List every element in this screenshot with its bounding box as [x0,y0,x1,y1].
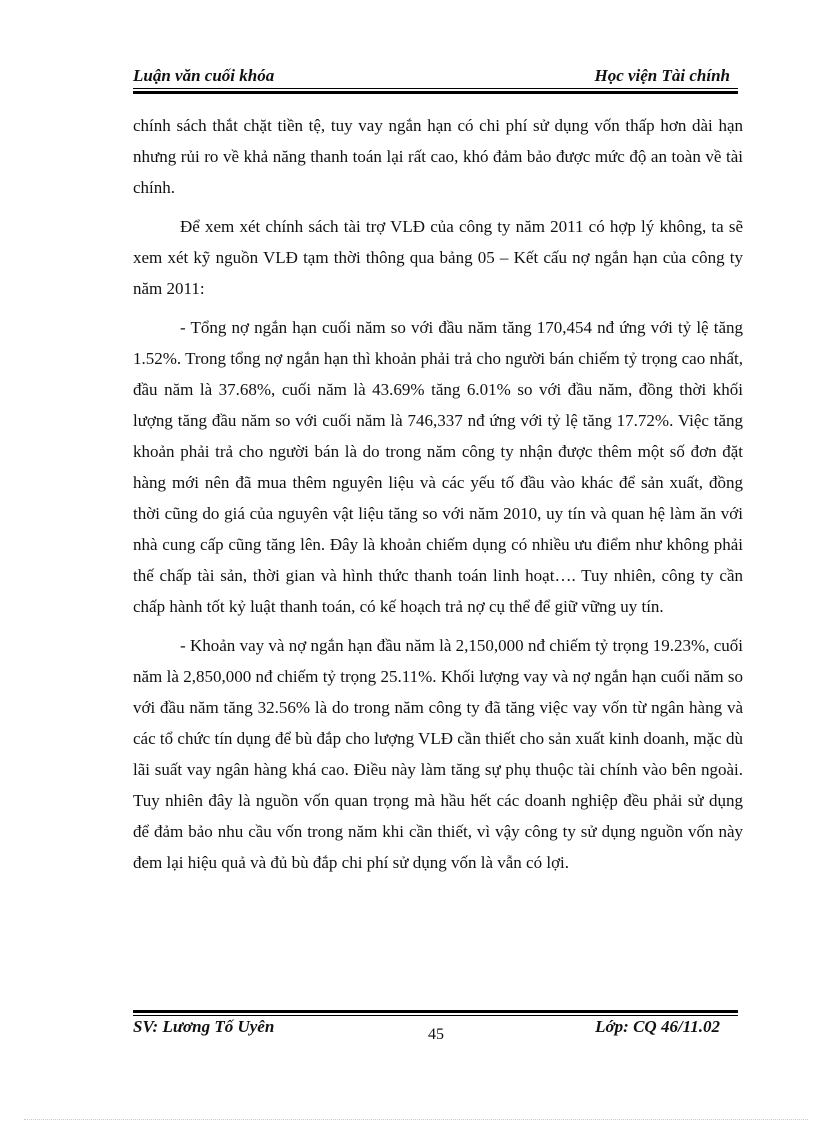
body-text [133,110,743,886]
paragraph-payables: - Tổng nợ ngắn hạn cuối năm so với đầu năm tăng 170,454 nđ ứng với tỷ lệ tăng 1.52%. Trong tổng nợ ngắn hạn thì khoản phải trả cho người bán chiếm tỷ trọng cao nhất, đầu năm là 37.68%, cuối năm là 43.69% tăng 6.01% so với đầu năm, đồng thời khối lượng tăng đầu năm so với cuối năm là 746,337 nđ ứng với tỷ lệ tăng 17.72%. Việc tăng khoản phải trả cho người bán là do trong năm công ty nhận được thêm một số đơn đặt hàng mới nên đã mua thêm nguyên liệu và các yếu tố đầu vào khác để sản xuất, đồng thời cũng do giá của nguyên vật liệu tăng so với năm 2010, uy tín và quan hệ làm ăn với nhà cung cấp cũng tăng lên. Đây là khoản chiếm dụng có nhiều ưu điểm như không phải thế chấp tài sản, thời gian và hình thức thanh toán linh hoạt…. Tuy nhiên, công ty cần chấp hành tốt kỷ luật thanh toán, có kế hoạch trả nợ cụ thể để giữ vững uy tín. [133,318,743,616]
page-edge-divider [24,1119,808,1120]
footer-rule-thick [133,1010,738,1013]
header-rule-thick [133,91,738,94]
header-rule-thin [133,88,738,89]
paragraph-continuation: chính sách thắt chặt tiền tệ, tuy vay ngắn hạn có chi phí sử dụng vốn thấp hơn dài hạn nhưng rủi ro về khả năng thanh toán lại rất cao, khó đảm bảo được mức độ an toàn về tài chính. [133,116,743,197]
header-institution: Học viện Tài chính [594,66,730,85]
page-footer [133,1015,738,1055]
footer-class: Lớp: CQ 46/11.02 [595,1017,720,1036]
page-number: 45 [428,1026,444,1043]
paragraph-short-term-loans: - Khoản vay và nợ ngắn hạn đầu năm là 2,150,000 nđ chiếm tỷ trọng 19.23%, cuối năm là 2,850,000 nđ chiếm tỷ trọng 25.11%. Khối lượng vay và nợ ngắn hạn cuối năm so với đầu năm tăng 32.56% là do trong năm công ty đã tăng việc vay vốn từ ngân hàng và các tổ chức tín dụng để bù đắp cho lượng VLĐ cần thiết cho sản xuất kinh doanh, mặc dù lãi suất vay ngân hàng khá cao. Điều này làm tăng sự phụ thuộc tài chính vào bên ngoài. Tuy nhiên đây là nguồn vốn quan trọng mà hầu hết các doanh nghiệp đều phải sử dụng để đảm bảo nhu cầu vốn trong năm khi cần thiết, vì vậy công ty sử dụng nguồn vốn này đem lại hiệu quả và đủ bù đắp chi phí sử dụng vốn là vẫn có lợi. [133,636,743,872]
footer-student-name: SV: Lương Tố Uyên [133,1017,275,1036]
page-header [133,64,738,88]
paragraph-intro: Để xem xét chính sách tài trợ VLĐ của công ty năm 2011 có hợp lý không, ta sẽ xem xét kỹ nguồn VLĐ tạm thời thông qua bảng 05 – Kết cấu nợ ngắn hạn của công ty năm 2011: [133,217,743,298]
header-thesis-title: Luận văn cuối khóa [133,66,275,85]
